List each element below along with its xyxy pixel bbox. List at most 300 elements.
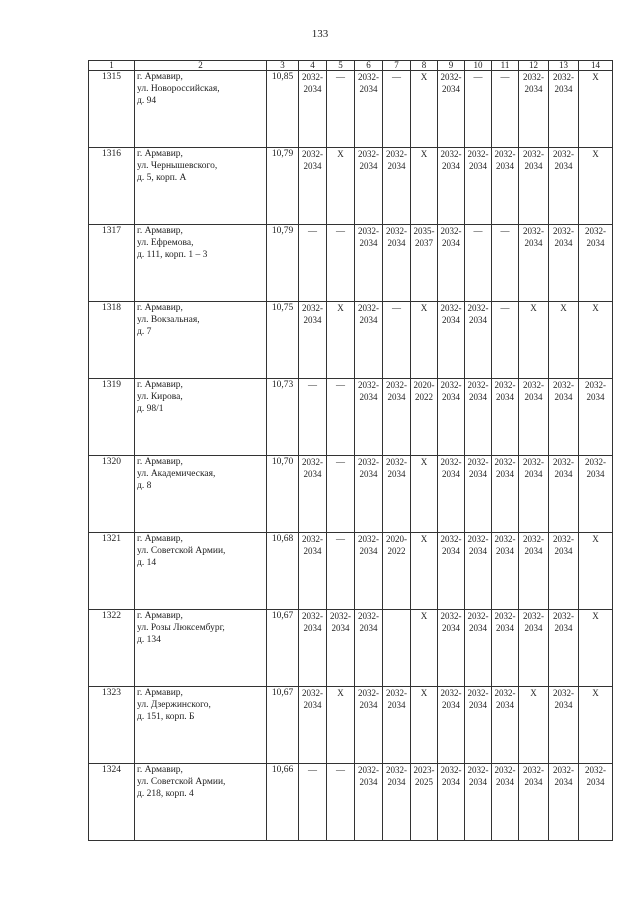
period-text: 2034 [524,777,543,787]
period-cell [465,764,492,841]
period-text: 2034 [359,623,378,633]
period-text: 2032- [553,380,574,390]
period-text: 2034 [303,469,322,479]
period-cell [549,610,579,687]
value-cell: 10,85 [267,71,299,148]
period-text: 2034 [524,469,543,479]
address-line: г. Армавир, [137,72,183,82]
period-text: 2034 [303,84,322,94]
period-text: 2032- [553,72,574,82]
period-text: 2034 [496,546,514,556]
period-cell [519,225,549,302]
column-header: 4 [299,61,327,71]
period-text: 2034 [554,546,573,556]
period-text: 2034 [469,469,487,479]
period-text: 2034 [387,161,406,171]
address-line: ул. Новороссийская, [137,84,220,94]
period-text: 2034 [442,238,460,248]
address-line: д. 94 [137,96,157,106]
period-cell [465,687,492,764]
period-text: X [420,149,428,159]
table-row [89,302,613,379]
period-text: — [336,534,345,544]
period-cell [438,148,465,225]
row-number: 1316 [89,148,135,225]
period-text: 2034 [442,700,460,710]
period-text: 2034 [442,546,460,556]
period-text: 2034 [442,623,460,633]
period-text: X [560,303,567,313]
period-cell [355,71,383,148]
column-header: 14 [579,61,613,71]
period-text: 2034 [496,777,514,787]
period-text: 2034 [554,161,573,171]
period-cell [465,302,492,379]
period-text: 2034 [469,623,487,633]
period-text: 2034 [586,777,605,787]
column-header: 9 [438,61,465,71]
table-row [89,148,613,225]
address-line: д. 151, корп. Б [137,712,195,722]
period-text: 2034 [496,700,514,710]
period-cell [355,379,383,456]
period-cell [579,225,613,302]
period-cell [519,764,549,841]
period-text: 2034 [359,315,378,325]
period-cell [579,764,613,841]
period-cell [355,148,383,225]
period-cell [465,610,492,687]
row-number: 1320 [89,456,135,533]
address-cell [135,456,267,533]
period-cell [299,533,327,610]
period-cell [411,687,438,764]
period-text: 2032- [467,765,489,775]
period-text: — [500,226,510,236]
period-cell [355,225,383,302]
table-row [89,687,613,764]
period-text: — [336,226,345,236]
period-text: — [473,72,483,82]
period-text: 2032- [358,765,379,775]
period-cell [327,533,355,610]
address-cell [135,533,267,610]
period-cell [355,533,383,610]
period-cell [327,148,355,225]
column-header: 6 [355,61,383,71]
period-text: 2034 [469,700,487,710]
table-row [89,533,613,610]
period-cell [579,533,613,610]
period-text: 2032- [467,303,489,313]
address-line: ул. Розы Люксембург, [137,623,225,633]
table-header-row [89,61,613,71]
period-text: 2034 [524,238,543,248]
period-cell [299,225,327,302]
table-body [89,71,613,841]
column-header: 13 [549,61,579,71]
address-line: д. 98/1 [137,404,164,414]
period-cell [355,764,383,841]
period-text: 2034 [387,700,406,710]
address-cell [135,764,267,841]
period-cell [355,687,383,764]
period-text: X [420,611,428,621]
period-text: X [420,457,428,467]
period-text: — [336,457,345,467]
period-text: 2032- [302,72,323,82]
period-text: 2034 [359,238,378,248]
period-text: 2034 [303,546,322,556]
period-text: 2032- [440,534,462,544]
period-cell [549,379,579,456]
period-text: — [500,72,510,82]
period-text: — [392,303,401,313]
value-cell: 10,66 [267,764,299,841]
address-line: д. 5, корп. А [137,173,187,183]
period-text: — [336,765,345,775]
period-cell [492,764,519,841]
period-text: — [473,226,483,236]
period-text: 2032- [494,765,516,775]
period-cell [579,687,613,764]
period-cell [411,764,438,841]
row-number: 1324 [89,764,135,841]
period-cell [411,456,438,533]
period-text: 2032- [330,611,351,621]
period-text: 2032- [523,765,544,775]
period-cell [492,302,519,379]
period-text: 2032- [386,380,407,390]
period-text: 2034 [496,392,514,402]
period-cell [492,148,519,225]
period-text: 2034 [554,777,573,787]
period-cell [465,71,492,148]
address-line: ул. Кирова, [137,392,183,402]
period-text: 2032- [302,457,323,467]
page-number: 133 [311,28,329,40]
address-line: г. Армавир, [137,534,183,544]
period-cell [438,225,465,302]
period-text: 2034 [554,700,573,710]
period-text: 2032- [358,380,379,390]
address-line: г. Армавир, [137,226,183,236]
period-text: 2032- [358,534,379,544]
period-text: X [420,72,428,82]
value-cell: 10,67 [267,687,299,764]
period-text: — [336,72,345,82]
period-text: 2034 [442,315,460,325]
period-cell [579,302,613,379]
row-number: 1321 [89,533,135,610]
period-text: 2034 [387,777,406,787]
period-text: 2034 [554,392,573,402]
period-text: 2032- [523,226,544,236]
period-text: 2032- [553,457,574,467]
row-number: 1318 [89,302,135,379]
period-text: 2034 [387,392,406,402]
value-cell: 10,79 [267,225,299,302]
period-text: X [592,534,599,544]
address-line: ул. Вокзальная, [137,315,200,325]
period-text: 2032- [585,765,606,775]
period-cell [299,764,327,841]
period-text: 2034 [524,392,543,402]
address-line: ул. Ефремова, [137,238,194,248]
address-line: ул. Академическая, [137,469,216,479]
period-text: 2034 [469,777,487,787]
period-cell [411,71,438,148]
period-text: 2034 [496,469,514,479]
address-line: д. 8 [137,481,152,491]
period-text: 2034 [442,777,460,787]
column-header: 12 [519,61,549,71]
table-row [89,225,613,302]
period-text: 2032- [553,611,574,621]
period-text: 2032- [358,226,379,236]
period-cell [579,456,613,533]
period-text: 2032- [302,611,323,621]
row-number: 1317 [89,225,135,302]
period-text: X [420,688,428,698]
period-text: — [308,380,317,390]
period-text: 2032- [553,149,574,159]
period-text: X [592,611,599,621]
period-text: X [530,303,537,313]
period-cell [327,225,355,302]
period-cell [383,71,411,148]
period-text: 2034 [469,392,487,402]
period-text: 2020- [386,534,407,544]
period-cell [355,610,383,687]
period-cell [492,610,519,687]
period-cell [299,71,327,148]
period-text: 2034 [496,623,514,633]
period-text: 2034 [524,546,543,556]
period-text: — [336,380,345,390]
period-text: 2032- [440,688,462,698]
period-cell [299,148,327,225]
period-cell [411,379,438,456]
address-line: г. Армавир, [137,688,183,698]
period-text: X [420,303,428,313]
period-cell [549,148,579,225]
period-cell [579,379,613,456]
period-cell [383,225,411,302]
period-cell [327,456,355,533]
period-text: 2034 [586,238,605,248]
period-text: 2034 [554,84,573,94]
period-text: X [592,72,599,82]
period-text: 2032- [440,765,462,775]
period-cell [492,225,519,302]
period-cell [549,687,579,764]
address-cell [135,148,267,225]
period-text: 2032- [440,149,462,159]
period-text: 2032- [302,534,323,544]
period-text: 2032- [494,611,516,621]
period-text: 2034 [524,623,543,633]
period-cell [549,71,579,148]
period-text: 2032- [358,303,379,313]
period-text: X [337,303,344,313]
address-line: д. 134 [137,635,161,645]
period-cell [438,302,465,379]
period-text: 2032- [553,226,574,236]
column-header: 2 [135,61,267,71]
period-text: 2032- [358,457,379,467]
period-text: 2032- [440,303,462,313]
period-text: 2037 [415,238,433,248]
period-text: 2032- [358,611,379,621]
period-cell [383,302,411,379]
period-text: X [420,534,428,544]
address-line: д. 111, корп. 1 – 3 [137,250,208,260]
period-text: 2034 [303,623,322,633]
period-text: 2034 [359,392,378,402]
period-cell [383,148,411,225]
period-cell [465,148,492,225]
value-cell: 10,79 [267,148,299,225]
period-text: 2032- [302,688,323,698]
period-text: 2034 [303,700,322,710]
period-text: 2034 [331,623,350,633]
period-text: — [308,226,317,236]
address-line: ул. Чернышевского, [137,161,218,171]
table-row [89,610,613,687]
period-cell [519,71,549,148]
row-number: 1315 [89,71,135,148]
period-text: 2032- [386,149,407,159]
address-line: д. 7 [137,327,152,337]
period-cell [438,379,465,456]
period-cell [492,456,519,533]
period-text: 2032- [358,72,379,82]
period-cell [519,687,549,764]
period-text: 2034 [303,161,322,171]
address-cell [135,687,267,764]
period-text: 2023- [413,765,435,775]
period-text: 2034 [554,238,573,248]
period-text: 2032- [386,457,407,467]
period-text: 2034 [359,700,378,710]
period-text: 2034 [586,469,605,479]
period-cell [411,533,438,610]
period-text: 2032- [523,534,544,544]
period-text: 2034 [303,315,322,325]
period-cell [411,302,438,379]
period-text: 2034 [359,161,378,171]
period-text: X [530,688,537,698]
period-cell [383,379,411,456]
period-text: 2032- [585,457,606,467]
period-cell [383,764,411,841]
period-text: 2025 [415,777,433,787]
period-cell [355,456,383,533]
period-text: 2032- [523,72,544,82]
period-text: 2032- [386,226,407,236]
period-text: — [308,765,317,775]
period-cell [549,225,579,302]
address-line: г. Армавир, [137,457,183,467]
period-text: 2032- [440,457,462,467]
period-text: 2022 [387,546,406,556]
address-line: г. Армавир, [137,765,183,775]
period-text: 2034 [586,392,605,402]
period-text: 2032- [386,688,407,698]
period-cell [519,302,549,379]
period-text: 2034 [469,315,487,325]
period-text: 2032- [585,380,606,390]
period-cell [579,71,613,148]
period-text: 2032- [467,149,489,159]
column-header: 7 [383,61,411,71]
row-number: 1323 [89,687,135,764]
column-header: 10 [465,61,492,71]
period-cell [411,610,438,687]
period-text: X [592,688,599,698]
table-row [89,71,613,148]
period-text: 2034 [442,469,460,479]
address-line: г. Армавир, [137,380,183,390]
period-text: 2032- [494,457,516,467]
period-text: 2020- [413,380,435,390]
address-cell [135,610,267,687]
address-cell [135,302,267,379]
period-cell [438,533,465,610]
period-cell [519,379,549,456]
period-cell [299,379,327,456]
table-row [89,379,613,456]
address-line: д. 218, корп. 4 [137,789,194,799]
value-cell: 10,70 [267,456,299,533]
period-cell [327,687,355,764]
period-text: 2034 [359,469,378,479]
period-cell [383,687,411,764]
period-cell [411,148,438,225]
row-number: 1322 [89,610,135,687]
period-text: 2032- [467,688,489,698]
period-text: 2034 [554,623,573,633]
value-cell: 10,75 [267,302,299,379]
period-cell [355,302,383,379]
period-text: 2032- [358,149,379,159]
period-cell [327,302,355,379]
period-text: 2032- [553,534,574,544]
period-text: 2034 [359,84,378,94]
period-text: — [392,72,401,82]
period-text: X [337,149,344,159]
period-text: X [592,303,599,313]
period-text: 2032- [440,72,462,82]
period-text: 2034 [442,161,460,171]
period-cell [383,610,411,687]
period-text: 2032- [523,457,544,467]
period-cell [299,687,327,764]
period-cell [299,610,327,687]
period-text: 2034 [554,469,573,479]
period-text: 2032- [302,149,323,159]
period-text: 2032- [523,380,544,390]
period-text: 2034 [524,84,543,94]
period-text: 2032- [440,226,462,236]
period-cell [519,148,549,225]
period-cell [579,148,613,225]
address-cell [135,71,267,148]
period-cell [327,71,355,148]
period-text: 2034 [359,546,378,556]
column-header: 8 [411,61,438,71]
